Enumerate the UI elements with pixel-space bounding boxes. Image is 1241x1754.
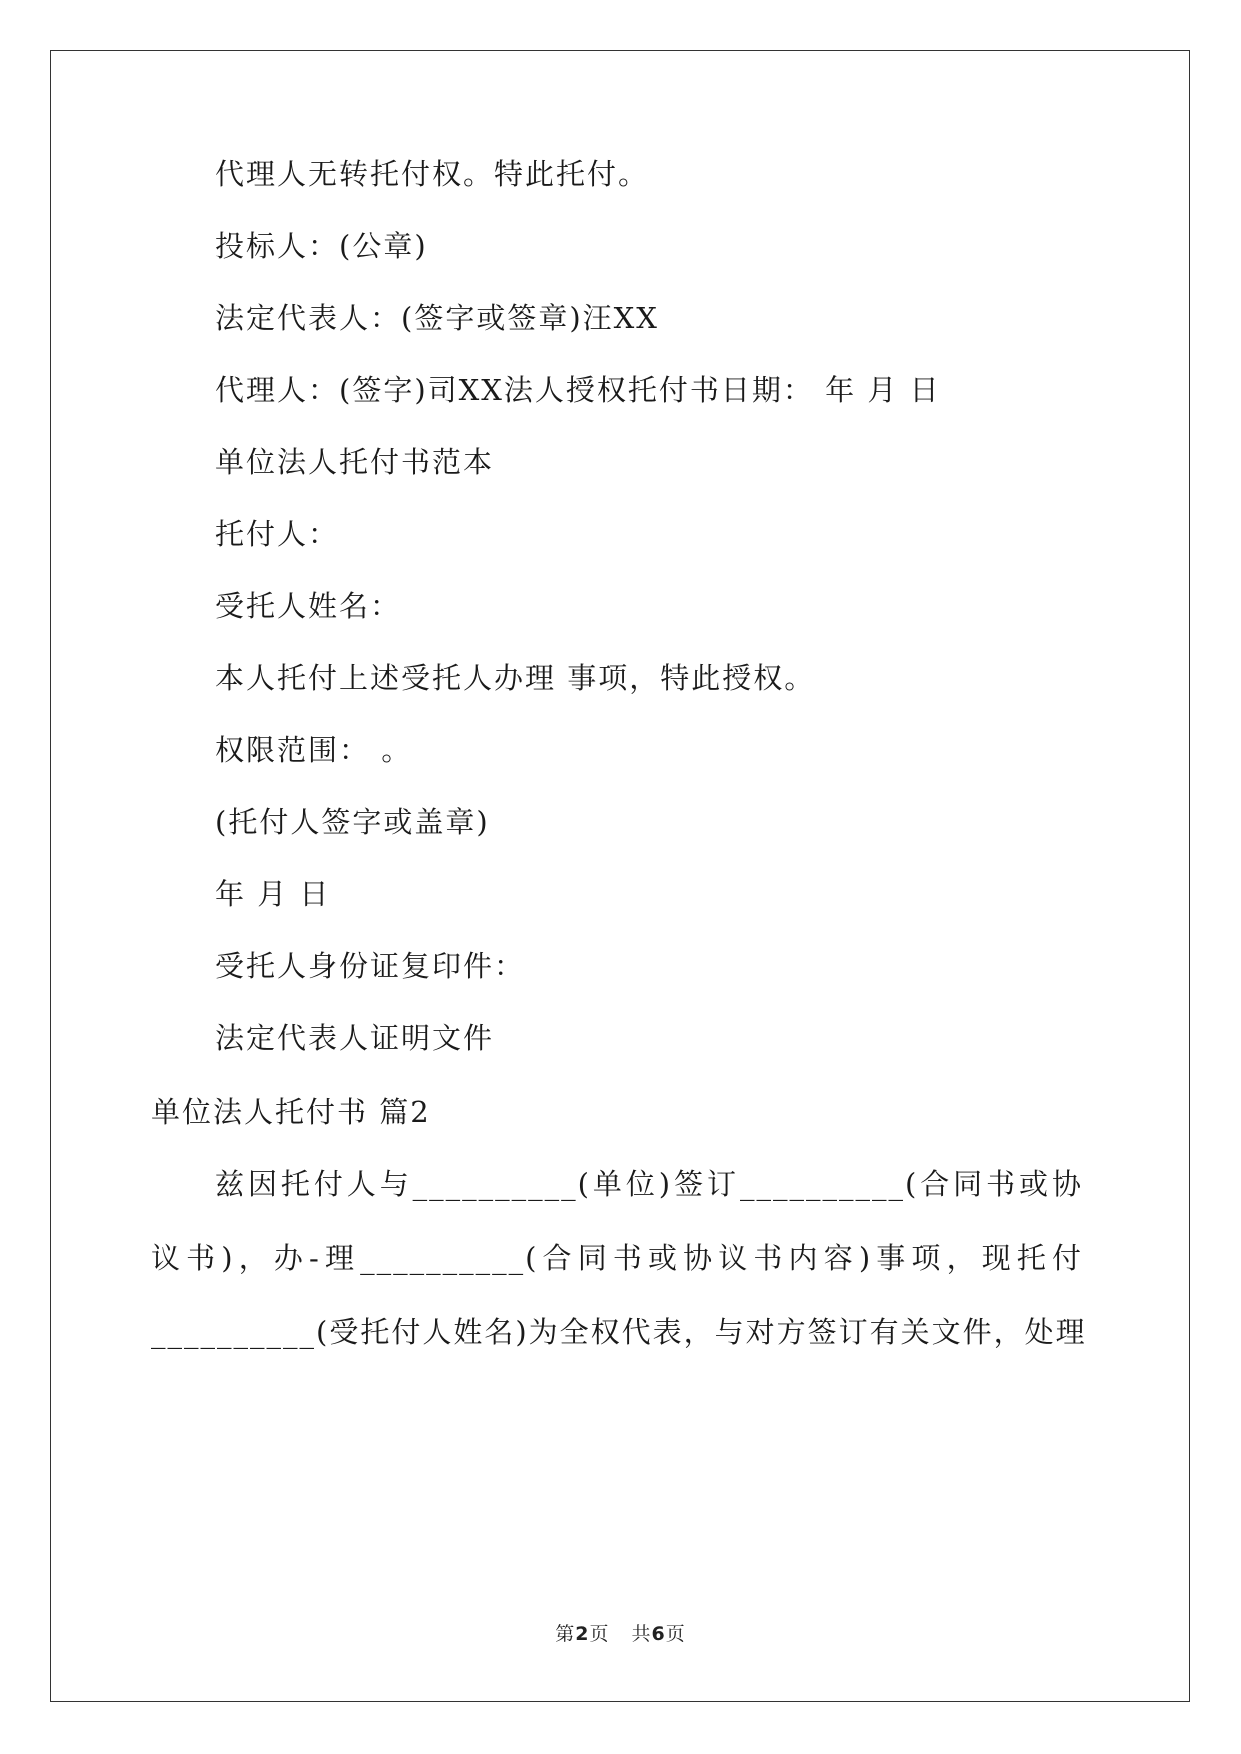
paragraph: (托付人签字或盖章) [215,805,490,839]
paragraph: 受托人身份证复印件： [215,949,526,983]
page-number: 第2页 [555,1623,610,1645]
paragraph: 受托人姓名： [215,589,402,623]
paragraph: 法定代表人证明文件 [215,1021,495,1055]
paragraph: 托付人： [215,517,340,551]
page-total: 共6页 [631,1623,686,1645]
body-line: 议书)，办-理__________(合同书或协议书内容)事项，现托付 [151,1241,1083,1275]
body-line: __________(受托付人姓名)为全权代表，与对方签订有关文件，处理 [151,1315,1087,1349]
paragraph: 权限范围： 。 [215,733,413,767]
paragraph: 代理人无转托付权。特此托付。 [215,157,650,191]
paragraph: 单位法人托付书范本 [215,445,495,479]
paragraph: 法定代表人：(签字或签章)汪XX [215,301,659,335]
section-heading: 单位法人托付书 篇2 [151,1095,431,1129]
paragraph: 代理人：(签字)司XX法人授权托付书日期： 年 月 日 [215,373,941,407]
paragraph: 年 月 日 [215,877,331,911]
page-footer [0,1619,1241,1646]
body-line: 兹因托付人与__________(单位)签订__________(合同书或协 [215,1167,1083,1201]
paragraph: 本人托付上述受托人办理 事项，特此授权。 [215,661,816,695]
paragraph: 投标人：(公章) [215,229,428,263]
